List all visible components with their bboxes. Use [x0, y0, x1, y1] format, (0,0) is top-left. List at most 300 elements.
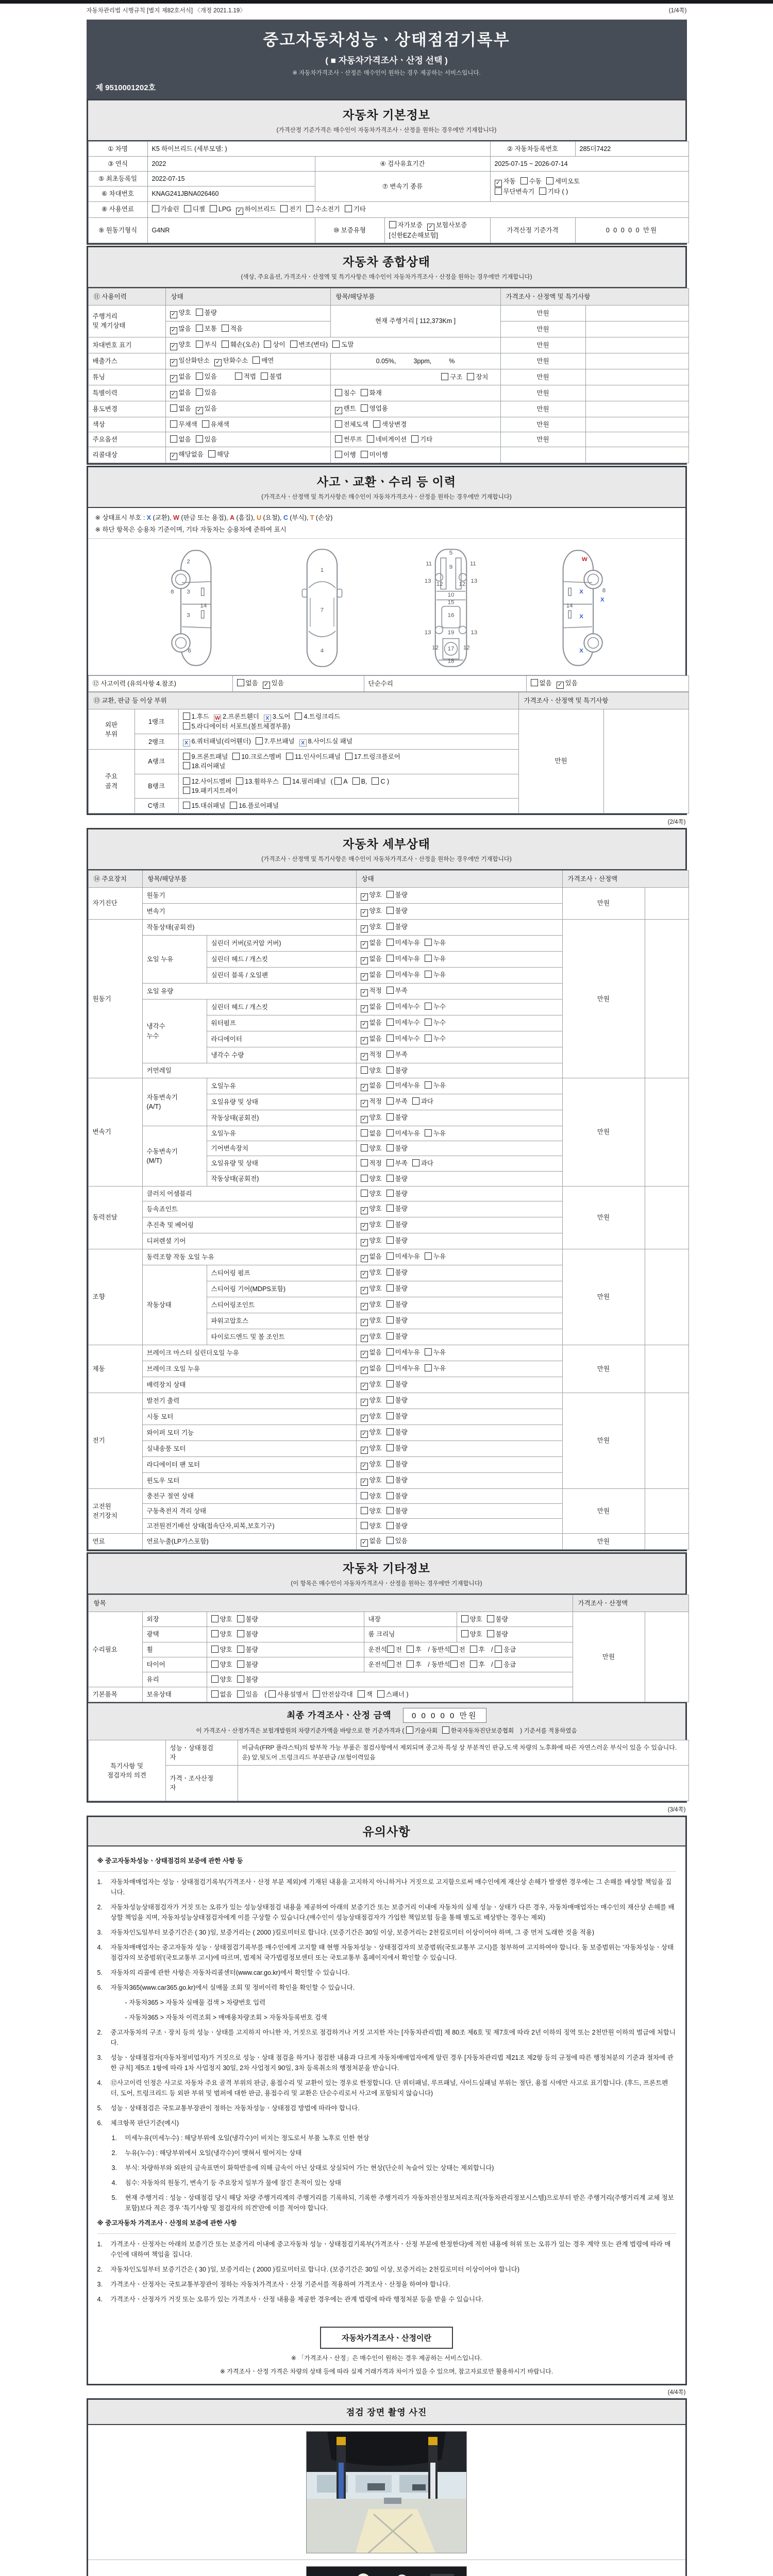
checkbox-empty: 안전삼각대	[313, 1691, 352, 1698]
table-cell: 만원	[562, 1488, 645, 1533]
table-row	[88, 1740, 688, 1766]
diagram-part-number-5: 5	[449, 550, 453, 556]
checkbox-empty: 불량	[237, 1631, 258, 1638]
table-cell: 디퍼렌셜 기어	[142, 1233, 356, 1249]
table-cell	[356, 984, 562, 999]
table-cell: 배력장치 상태	[142, 1377, 356, 1393]
table-cell: 동력전달	[88, 1186, 142, 1249]
section-accident-history	[87, 466, 687, 815]
checkbox-empty: 불량	[386, 1333, 408, 1340]
checkbox-empty: 불량	[386, 923, 408, 930]
column-header: 상태	[356, 870, 562, 887]
status-code: X	[146, 514, 152, 521]
diagram-damage-mark-W: W	[581, 556, 587, 563]
table-cell: 만원	[500, 337, 585, 353]
table-row	[88, 417, 688, 432]
table-row	[88, 1488, 688, 1503]
table-cell: 유리	[142, 1672, 207, 1687]
diagram-part-number-7: 7	[320, 607, 324, 614]
checkbox-empty: 부족	[386, 987, 408, 994]
table-cell: ⑦ 변속기 종류	[315, 172, 490, 201]
checkbox-empty: 양호	[361, 1145, 382, 1152]
table-cell: 자가보증 ✓ 보험사보증[신한EZ손해보험]	[384, 217, 490, 243]
checkbox-empty: 해당	[208, 451, 229, 458]
checkbox-empty: 전체도색	[335, 421, 368, 428]
table-row	[88, 369, 688, 385]
checkbox-empty: 누유	[425, 1349, 446, 1356]
checkbox-empty: 있음	[386, 1537, 408, 1545]
checkbox-empty: 미세누유	[386, 955, 420, 962]
checkbox-checked: ✓ 없음	[361, 955, 382, 962]
table-cell: 동력조향 작동 오일 누유	[142, 1249, 356, 1265]
checkbox-empty: 변조(변타)	[290, 341, 328, 348]
checkbox-empty: 미세누수	[386, 1003, 420, 1010]
table-cell: 작동상태(공회전)	[207, 1110, 356, 1126]
table-row	[88, 1612, 688, 1627]
table-cell: 실린더 헤드 / 개스킷	[207, 952, 356, 968]
notice-item	[97, 2118, 676, 2128]
section-other-title: 자동차 기타정보	[343, 1562, 430, 1575]
checkbox-empty: 4.트렁크리드	[295, 713, 340, 720]
checkbox-empty: 미세누유	[386, 1365, 420, 1372]
diagram-part-number-16: 16	[447, 612, 455, 619]
table-cell: 휠	[142, 1642, 207, 1657]
table-cell: 만원	[500, 385, 585, 401]
table-row	[88, 709, 688, 734]
table-cell	[165, 401, 330, 417]
table-cell	[356, 1063, 562, 1078]
table-cell: 보유상태	[142, 1687, 207, 1702]
table-cell	[585, 321, 688, 337]
checkbox-empty: 불량	[386, 1507, 408, 1515]
column-header: 가격조사ㆍ산정액	[562, 870, 688, 887]
table-cell: 시동 모터	[142, 1409, 356, 1425]
checkbox-empty: 적음	[222, 325, 243, 332]
table-row	[88, 676, 688, 692]
table-cell: ③ 연식	[88, 157, 147, 172]
checkbox-empty: 잭	[358, 1691, 373, 1698]
table-cell	[356, 1440, 562, 1456]
checkbox-empty: 미세누유	[386, 939, 420, 946]
notice-item	[97, 1877, 676, 1897]
table-cell	[585, 337, 688, 353]
table-cell	[165, 321, 330, 337]
car-diagram-row	[88, 539, 685, 675]
notice-item-text: 가격조사ㆍ산정자는 국토교통부장관이 정하는 자동차가격조사ㆍ산정 기준서를 적용하여 가격조사ㆍ산정을 하여야 합니다.	[110, 2281, 450, 2289]
checkbox-empty: 전기	[280, 206, 301, 213]
checkbox-empty: 과다	[412, 1098, 433, 1105]
section-accident-header	[88, 467, 685, 508]
table-cell: 타이어	[142, 1657, 207, 1672]
table-cell	[356, 1329, 562, 1345]
table-row	[88, 401, 688, 417]
table-cell: 주요옵션	[88, 432, 165, 447]
page-marker-1: (1/4쪽)	[668, 8, 687, 14]
table-cell	[585, 417, 688, 432]
table-cell	[356, 1047, 562, 1063]
table-cell: 색상	[88, 417, 165, 432]
checkbox-checked: ✓ 없음	[361, 1365, 382, 1372]
table-cell: 윈도우 모터	[142, 1472, 356, 1488]
table-cell	[603, 709, 688, 814]
table-cell: ⑤ 최초등록일	[88, 172, 147, 187]
checkbox-empty: 누유	[425, 1082, 446, 1089]
table-cell	[356, 1186, 562, 1201]
checkbox-checked: ✓ 하이브리드	[236, 206, 276, 213]
checkbox-empty: 없음	[237, 680, 258, 687]
diagram-damage-mark-X: X	[600, 597, 604, 603]
table-cell: 자기진단	[88, 888, 142, 920]
data-table	[88, 141, 689, 243]
checkbox-checked: ✓ 없음	[361, 1349, 382, 1356]
table-cell: 원동기	[142, 888, 356, 904]
table-cell: 가격산정 기준가격	[490, 217, 575, 243]
table-cell	[147, 201, 688, 217]
checkbox-empty: 1.후드	[183, 713, 210, 720]
checkbox-empty: 전	[450, 1661, 465, 1668]
table-cell: 냉각수 누수	[142, 999, 207, 1063]
car-right-side-outline	[546, 546, 613, 670]
table-cell: 1랭크	[135, 709, 178, 734]
table-cell	[356, 888, 562, 904]
table-row	[88, 385, 688, 401]
table-row	[88, 1595, 688, 1612]
table-cell: 전기	[88, 1393, 142, 1488]
table-cell	[356, 1456, 562, 1472]
table-cell	[356, 1425, 562, 1440]
table-cell: 수동변속기 (M/T)	[142, 1126, 207, 1187]
checkbox-empty: 수소전기	[306, 206, 340, 213]
table-cell	[207, 1627, 364, 1642]
notice-item-number: 5.	[97, 1969, 103, 1977]
checkbox-checked: ✓ 양호	[361, 1333, 382, 1340]
checkbox-checked: ✓ 양호	[361, 1381, 382, 1388]
table-cell: 오일유량 및 상태	[207, 1094, 356, 1110]
diagram-part-number-15: 15	[447, 599, 455, 606]
checkbox-empty: 양호	[361, 1522, 382, 1530]
accident-notes	[88, 508, 685, 539]
diagram-note: ※ 하단 항목은 승용차 기준이며, 기타 자동차는 승용차에 준하여 표시	[95, 526, 287, 533]
table-cell: 실린더 커버(로커암 커버)	[207, 936, 356, 952]
table-cell: 리콜대상	[88, 447, 165, 463]
checkbox-checked: ✓ 없음	[361, 1003, 382, 1010]
notice-item	[97, 2078, 676, 2098]
table-cell	[356, 1201, 562, 1217]
notice-item	[97, 2027, 676, 2048]
table-row	[88, 305, 688, 321]
table-cell: 오일 누유	[142, 936, 207, 984]
checkbox-empty: 16.플로어패널	[230, 802, 279, 809]
section-other-subtitle: (이 항목은 매수인이 자동차가격조사ㆍ산정을 원하는 경우에만 기재합니다)	[291, 1581, 482, 1587]
diagram-part-number-1: 1	[320, 567, 324, 574]
checkbox-empty: 불량	[386, 1317, 408, 1324]
notice-item-text: 자동차매매업자는 성능ㆍ상태점검기록부(가격조사ㆍ산정 부분 제외)에 기재된 내용을 고지하지 아니하거나 거짓으로 고지함으로써 매수인에게 재산상 손해가 발생한 경우에는 그 손해를 배상할 책임을 집니다.	[110, 1878, 672, 1896]
photo-row-2	[88, 2560, 685, 2576]
diagram-part-number-13: 13	[470, 630, 478, 636]
checkbox-empty: 누유	[425, 1365, 446, 1372]
status-code: C	[283, 514, 288, 521]
checkbox-checked: ✓ 양호	[361, 1445, 382, 1452]
status-code: W	[173, 514, 179, 521]
table-cell	[526, 676, 688, 692]
checkbox-checked: ✓ 양호	[361, 1114, 382, 1121]
notice-item-text: 자동차365(www.car365.go.kr)에서 실매물 조회 및 정비이력 확인을 확인할 수 있습니다.	[110, 1984, 355, 1992]
checkbox-empty: 화재	[361, 389, 382, 397]
notice-item-text: ⑫사고이력 인정은 사고로 자동차 주요 골격 부위의 판금, 용접수리 및 교환이 있는 경우로 한정합니다. 단 쿼터패널, 루프패널, 사이드실패널 부위는 절단, 용접 시에만 사고로 표기합니다. (후드, 프론트펜더, 도어, 트렁크리드 등 외판 부위 및 범퍼에 대한 판금, 용접수리 및 교환은 단순수리로서 사고에 포함되지 않습니다)	[110, 2079, 668, 2097]
table-cell	[356, 1503, 562, 1518]
checkbox-empty: 후	[470, 1646, 485, 1653]
table-cell: 만원	[562, 1249, 645, 1345]
diagram-part-number-6: 6	[188, 648, 192, 654]
diagram-damage-mark-X: X	[579, 648, 583, 654]
column-header: 가격조사ㆍ산정액 및 특기사항	[518, 692, 688, 709]
price-service-box-wrap	[88, 2327, 685, 2349]
table-cell: 연료누출(LP가스포함)	[142, 1534, 356, 1550]
notice-item-text: 자동차매매업자는 중고자동차 성능ㆍ상태점검기록부를 매수인에게 고지할 때 현행 자동차성능ㆍ상태점검자의 보증범위(국토교통부 고시)를 첨부하여 고지하여야 합니다. 동 보증범위는 '자동차성능ㆍ상태점검자의 보증범위'(국토교통부 고시)에 따르며, 법제처 국가법령정보센터 또는 국토교통부 홈페이지에서 확인할 수 있습니다.	[110, 1944, 674, 1962]
notice-item	[97, 2264, 676, 2275]
notice-item-number: 6.	[97, 2120, 103, 2127]
table-cell: 2022	[147, 157, 315, 172]
table-cell: 변속기	[88, 1078, 142, 1187]
table-cell	[356, 1078, 562, 1094]
notice-item	[97, 2053, 676, 2073]
checkbox-empty: 불량	[386, 1461, 408, 1468]
checkbox-empty: 불량	[196, 309, 217, 316]
section-notice-header	[88, 1817, 685, 1846]
checkbox-empty: 미세누유	[386, 1082, 420, 1089]
checkbox-checked: ✓ 양호	[361, 907, 382, 914]
table-cell: ⑧ 사용연료	[88, 201, 147, 217]
checkbox-empty: 불량	[386, 1397, 408, 1404]
checkbox-empty: 구조	[441, 374, 462, 381]
table-cell: 충전구 절연 상태	[142, 1488, 356, 1503]
table-cell	[645, 920, 688, 1078]
car-diagram-top	[283, 546, 361, 670]
checkbox-empty: B,	[352, 778, 367, 785]
checkbox-empty: 부족	[386, 1098, 408, 1105]
notice-item-text: - 자동차365 > 자동차 실매물 검색 > 차량번호 입력	[125, 1999, 266, 2007]
diagram-part-number-13: 13	[424, 578, 431, 584]
diagram-part-number-10: 10	[447, 592, 455, 599]
diagram-part-number-8: 8	[602, 587, 606, 594]
section-accident-subtitle: (가격조사ㆍ산정액 및 특기사항은 매수인이 자동차가격조사ㆍ산정을 원하는 경우에만 기재합니다)	[261, 494, 512, 500]
table-cell	[356, 1472, 562, 1488]
table-cell	[330, 432, 500, 447]
table-cell: ⑥ 차대번호	[88, 187, 147, 201]
document-page	[87, 18, 687, 2576]
table-cell: 단순수리	[364, 676, 526, 692]
table-cell	[457, 1627, 573, 1642]
table-cell: 오일누유	[207, 1078, 356, 1094]
table-cell	[585, 369, 688, 385]
table-cell: 주행거리 및 계기상태	[88, 305, 165, 337]
checkbox-empty: 네비게이션	[367, 436, 407, 443]
checkbox-checked: ✓ 양호	[170, 341, 191, 348]
table-cell	[165, 447, 330, 463]
notice-item-text: 현재 주행거리 : 성능ㆍ상태점검 당시 해당 차량 주행거리계의 주행거리를 기록하되, 기록한 주행거리가 자동차전산정보처리조직(자동차관리정보시스템)으로부터 받은 주행거리(주행거리계 교체 정보 포함)보다 적은 경우 '특기사항 및 점검자의 의견'란에 이를 적어야 합니다.	[125, 2194, 674, 2212]
diagram-part-number-12: 12	[463, 645, 470, 651]
checkbox-empty: 후	[407, 1661, 422, 1668]
table-cell: 조향	[88, 1249, 142, 1345]
table-cell: 특별이력	[88, 385, 165, 401]
checkbox-empty: 10.크로스멤버	[232, 753, 281, 760]
notice-item-text: 자동차인도일부터 보증기간은 ( 30 )일, 보증거리는 ( 2000 )킬로미터로 합니다. (보증기간은 30일 이상, 보증거리는 2천킬로미터 이상이어야 하며, 그 중 먼저 도래한 것을 적용)	[110, 1929, 595, 1937]
table-cell	[356, 1297, 562, 1313]
checkbox-checked: ✓ 양호	[361, 1429, 382, 1436]
notice-item	[97, 2294, 676, 2304]
checkbox-checked: ✓ 양호	[361, 1397, 382, 1404]
notice-item-text: 자동차인도일부터 보증기간은 ( 30 )일, 보증거리는 ( 2000 )킬로미터로 합니다. (보증기간은 30일 이상, 보증거리는 2천킬로미터 이상이어야 합니다)	[110, 2266, 520, 2274]
checkbox-empty: 부족	[386, 1051, 408, 1058]
table-cell: 내장	[364, 1612, 457, 1627]
status-code-legend: ※ 상태표시 부호 : X (교환), W (판금 또는 용접), A (흠집), U (요철), C (부식), T (손상)	[95, 514, 333, 521]
column-header: 항목/해당부품	[330, 288, 500, 305]
table-row	[88, 353, 688, 369]
notice-item-number	[112, 2012, 125, 2023]
checkbox-empty: 무단변속기	[495, 188, 534, 195]
checkbox-empty: 과다	[412, 1160, 433, 1167]
checkbox-checked: ✓ 없음	[361, 1537, 382, 1545]
table-cell: 만원	[500, 353, 585, 369]
table-cell: 수리필요	[88, 1612, 142, 1687]
car-top-outline	[289, 546, 356, 670]
table-cell	[207, 1642, 364, 1657]
table-cell: 만원	[500, 305, 585, 321]
section-photos	[87, 2398, 687, 2576]
checkbox-empty: 불량	[386, 891, 408, 899]
checkbox-checked: ✓ 양호	[361, 1285, 382, 1292]
table-cell: 만원	[562, 888, 645, 920]
checkbox-empty: 불량	[487, 1631, 508, 1638]
notice-item-number: 1.	[111, 2134, 117, 2142]
table-cell: 만원	[573, 1612, 645, 1702]
checkbox-empty: 양호	[461, 1631, 482, 1638]
table-cell	[356, 1281, 562, 1297]
diagram-part-number-4: 4	[320, 648, 324, 654]
checkbox-empty: 상이	[264, 341, 285, 348]
checkbox-checked: ✓ 보험사보증	[427, 222, 467, 229]
table-cell: ② 자동차등록번호	[490, 142, 575, 157]
table-cell: 작동상태	[142, 1265, 207, 1345]
checkbox-empty: 누수	[425, 1003, 446, 1010]
table-cell	[356, 1393, 562, 1409]
page-top-strip	[0, 0, 773, 4]
checkbox-empty: 누유	[425, 939, 446, 946]
table-cell: 실린더 블록 / 오일팬	[207, 968, 356, 984]
diagram-part-number-12: 12	[432, 645, 439, 651]
column-header: ⑪ 사용이력	[88, 288, 165, 305]
notice-subheading: ※ 중고자동차성능ㆍ상태점검의 보증에 관한 사항 등	[97, 1856, 676, 1872]
table-cell: 배출가스	[88, 353, 165, 369]
section-notice-title: 유의사항	[362, 1825, 411, 1839]
other-info-table	[88, 1595, 685, 1702]
diagram-part-number-8: 8	[171, 588, 174, 595]
checkbox-empty: 미세누유	[386, 971, 420, 978]
notice-item	[112, 2133, 676, 2143]
table-cell: 외장	[142, 1612, 207, 1627]
checkbox-checked: ✓ 양호	[361, 1461, 382, 1468]
document-subtitle: ( ■ 자동차가격조사ㆍ산정 선택 )	[325, 56, 448, 65]
checkbox-empty: 9.프론트패널	[183, 753, 228, 760]
checkbox-empty: 미세누유	[386, 1349, 420, 1356]
notice-item-number: 2.	[97, 2029, 103, 2037]
notice-item-text: - 자동차365 > 자동차 이력조회 > 매매용차량조회 > 자동차등록번호 검색	[125, 2014, 327, 2022]
checkbox-empty: 누수	[425, 1019, 446, 1026]
notice-item-number: 3.	[97, 1929, 103, 1937]
page-marker-3: (3/4쪽)	[667, 1807, 686, 1814]
checkbox-empty: 불량	[237, 1616, 258, 1623]
notice-item-number: 4.	[97, 1944, 103, 1952]
table-row	[88, 288, 688, 305]
table-cell	[207, 1612, 364, 1627]
table-cell	[645, 1534, 688, 1550]
table-cell	[165, 305, 330, 321]
damage-mark-X: X 3.도어	[264, 713, 291, 720]
notice-item-text: 체크항목 판단기준(예시)	[110, 2120, 179, 2127]
data-table	[88, 1740, 689, 1801]
table-cell	[585, 432, 688, 447]
column-header: 상태	[165, 288, 330, 305]
notice-body	[88, 1846, 685, 2317]
diagram-part-number-12: 12	[436, 581, 443, 588]
car-bottom-outline	[417, 546, 484, 670]
notice-item-text: 성능ㆍ상태점검자(자동차정비업자)가 거짓으로 성능ㆍ상태 점검을 하거나 점검한 내용과 다르게 자동차매매업자에게 알린 경우 [자동차관리법 제21조 제2항 등의 규정에 따른 행정처분의 기준과 절차에 관한 규칙] 제5조 1항에 따라 1차 사업정지 30일, 2차 사업정지 90일, 3차 등록취소의 행정처분을 받습니다.	[110, 2054, 674, 2072]
checkbox-empty: 14.필러패널	[283, 778, 326, 785]
table-cell: ④ 검사유효기간	[315, 157, 490, 172]
checkbox-checked: ✓ 해당없음	[170, 451, 204, 458]
diagram-damage-mark-X: X	[579, 613, 583, 620]
checkbox-checked: ✓ 양호	[361, 1269, 382, 1276]
table-cell: 성능ㆍ상태점검 자	[165, 1740, 238, 1766]
table-row	[88, 447, 688, 463]
checkbox-checked: ✓ 없음	[170, 389, 191, 396]
checkbox-empty: 19.패키지트레이	[183, 787, 238, 794]
table-cell	[165, 385, 330, 401]
damage-mark-W: W 2.프론트휀더	[214, 713, 259, 720]
table-cell: 변속기	[142, 904, 356, 920]
table-cell: 2025-07-15 ~ 2026-07-14	[490, 157, 688, 172]
table-cell	[356, 1141, 562, 1156]
table-cell	[356, 1377, 562, 1393]
table-cell	[585, 447, 688, 463]
table-cell: K5 하이브리드 (세부모델: )	[147, 142, 490, 157]
checkbox-empty: 5.라디에이터 서포트(볼트체결부품)	[183, 723, 290, 730]
table-cell	[356, 1015, 562, 1031]
section-overall-title: 자동차 종합상태	[343, 255, 430, 268]
section-overall-header	[88, 247, 685, 288]
section-other-header	[88, 1554, 685, 1595]
table-cell: 워터펌프	[207, 1015, 356, 1031]
table-cell: 12.사이드멤버 13.휠하우스 14.필러패널 ( A B, C ) 19.패키지트레이	[178, 774, 518, 798]
checkbox-empty: 누유	[425, 971, 446, 978]
damage-mark-X: X 6.쿼터패널(리어휀더)	[183, 738, 251, 745]
checkbox-checked: ✓ 있음	[557, 680, 578, 687]
checkbox-empty: 있음	[196, 389, 217, 396]
checkbox-empty: 없음	[170, 405, 191, 412]
diagram-part-number-3: 3	[187, 588, 191, 595]
checkbox-empty: 불량	[386, 1175, 408, 1182]
table-cell	[356, 1534, 562, 1550]
checkbox-empty: 불량	[386, 1381, 408, 1388]
table-row	[88, 157, 688, 172]
checkbox-checked: ✓ 없음	[361, 1019, 382, 1026]
notice-item-number: 2.	[111, 2149, 117, 2157]
checkbox-checked: ✓ 양호	[361, 1477, 382, 1484]
table-cell: 오일 유량	[142, 984, 356, 999]
checkbox-checked: ✓ 많음	[170, 325, 191, 332]
column-header: 가격조사ㆍ산정액	[573, 1595, 688, 1612]
table-cell	[178, 798, 518, 813]
